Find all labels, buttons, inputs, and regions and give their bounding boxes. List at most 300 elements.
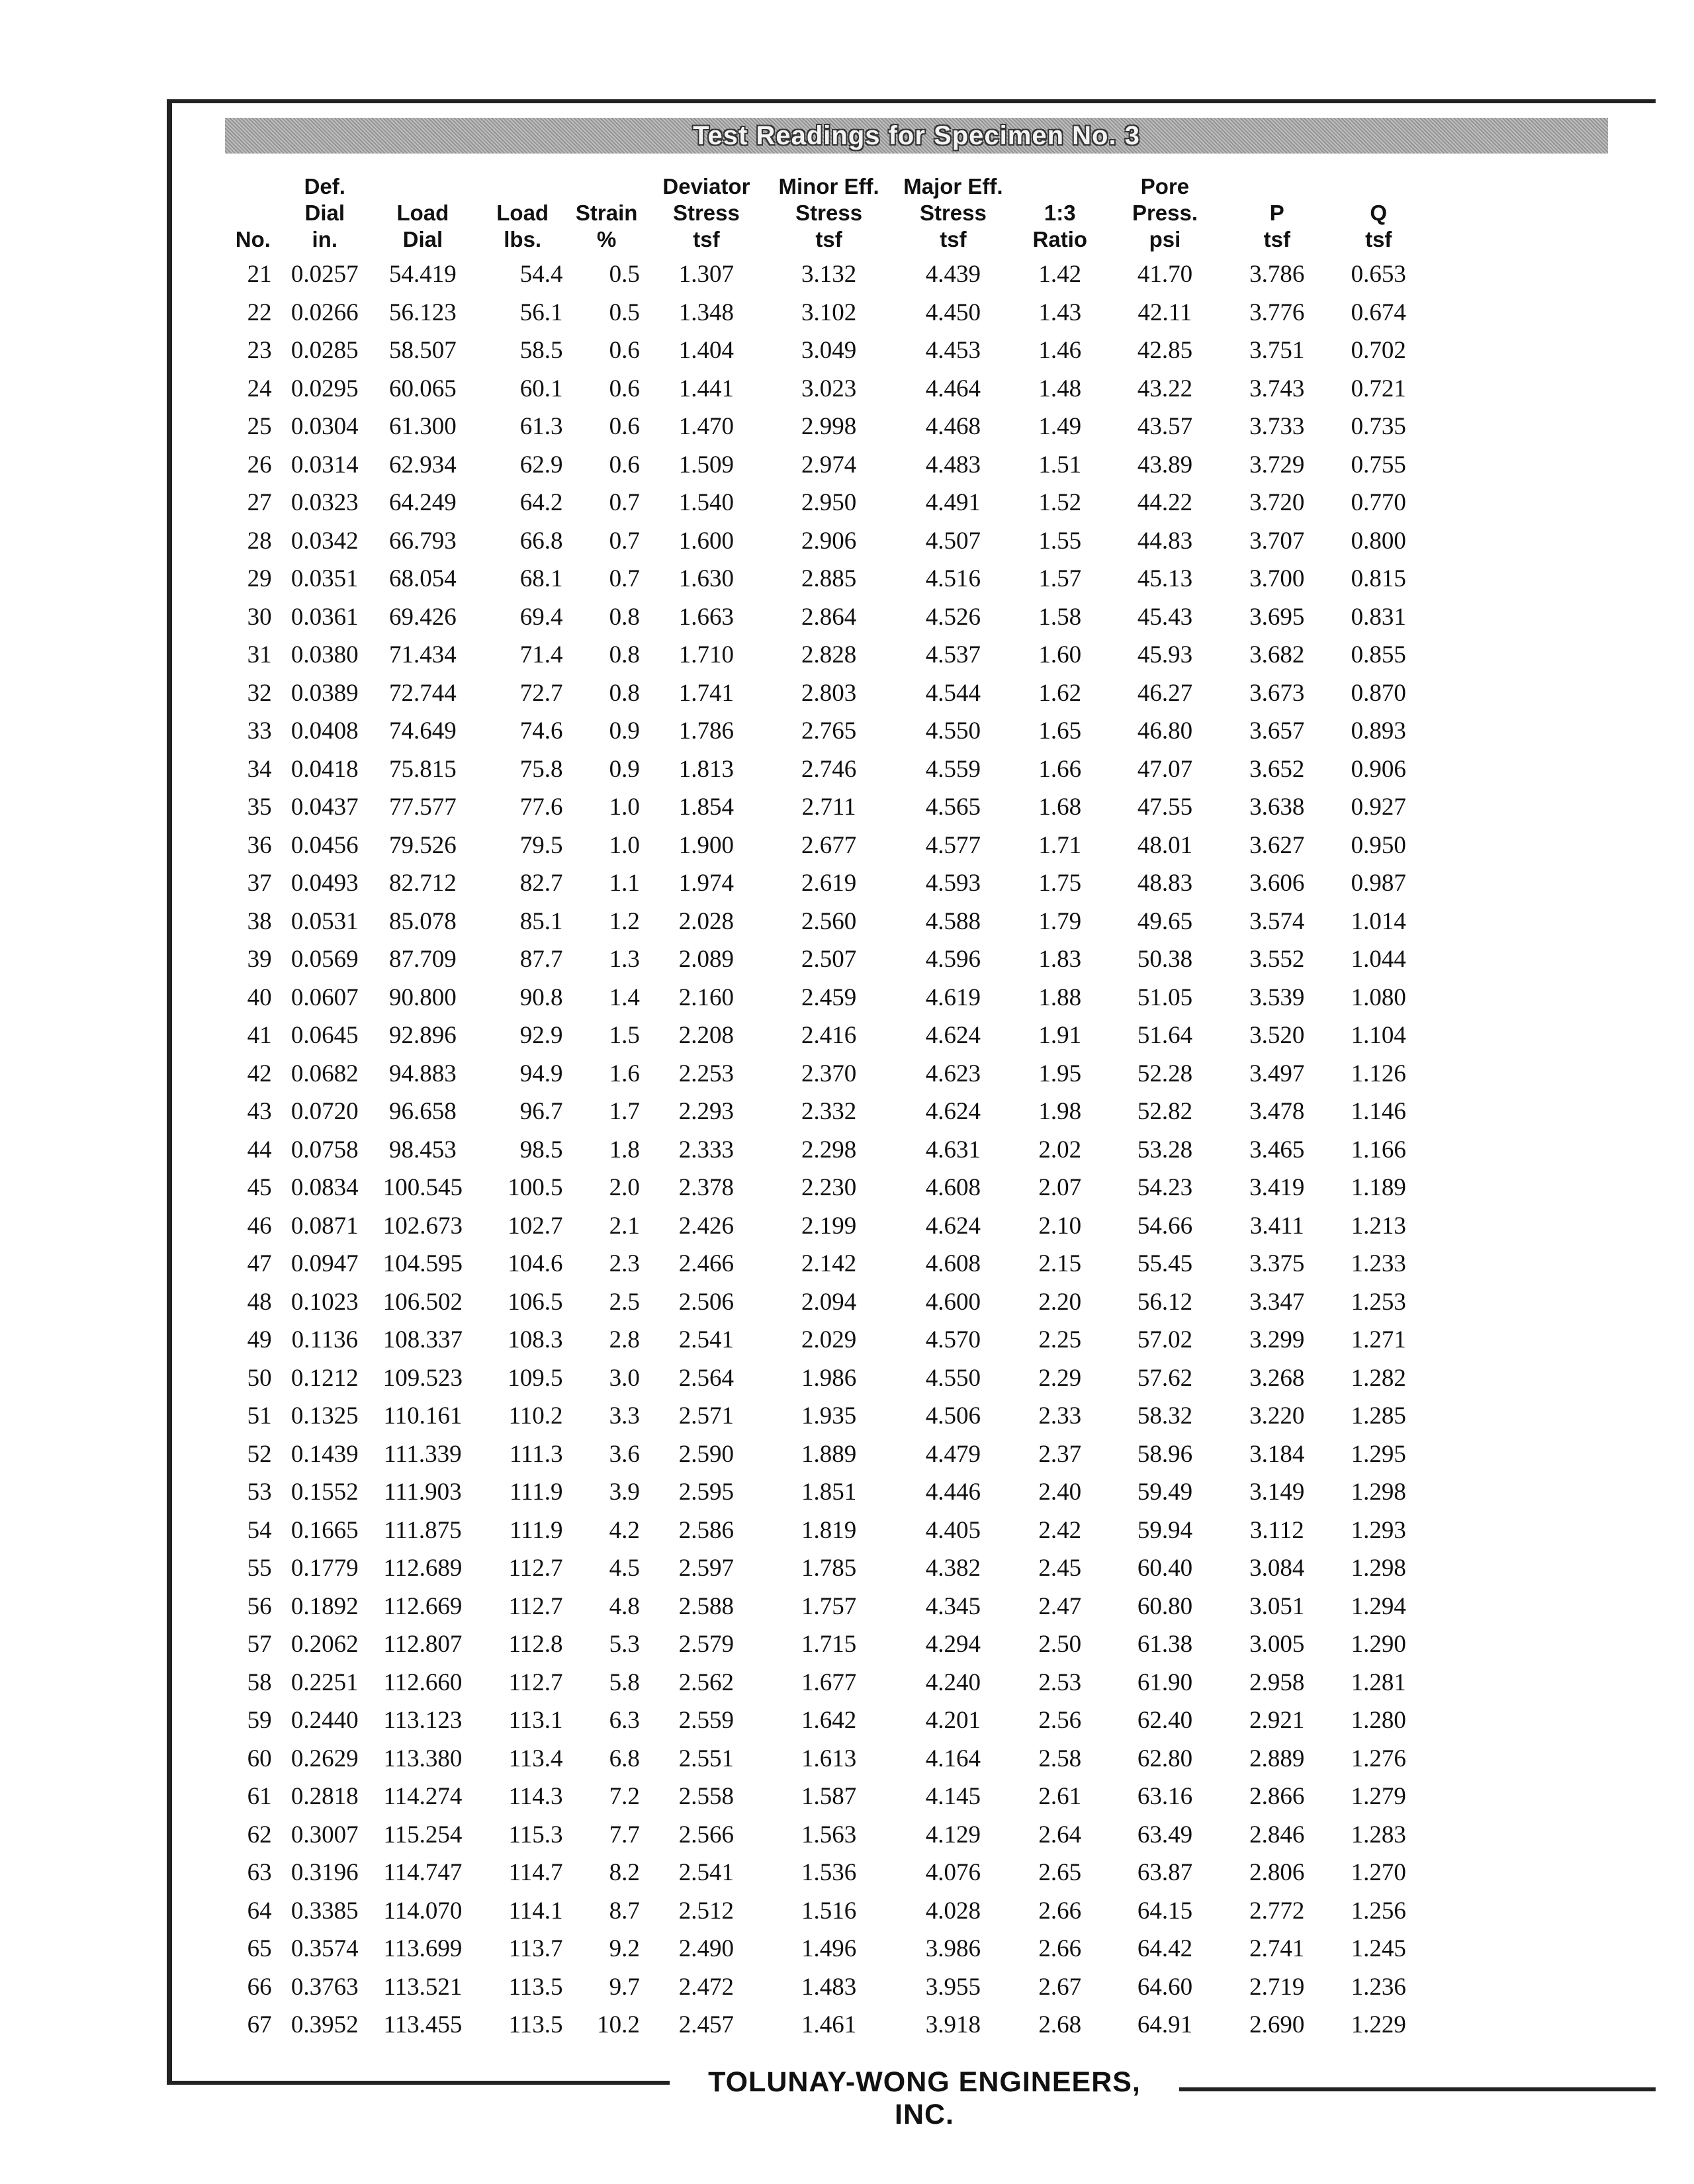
table-cell: 1.213: [1351, 1212, 1406, 1240]
table-cell: 1.2: [609, 907, 640, 935]
column-header-line: tsf: [940, 227, 967, 251]
table-cell: 82.712: [389, 870, 457, 897]
table-cell: 0.0531: [290, 907, 359, 935]
table-cell: 0.2251: [290, 1668, 359, 1696]
table-cell: 4.550: [925, 717, 981, 745]
readings-table: [225, 171, 1429, 2044]
table-cell: 52.82: [1137, 1098, 1193, 1126]
table-cell: 2.490: [678, 1935, 735, 1963]
table-cell: 108.337: [382, 1326, 463, 1354]
table-cell: 0.1325: [290, 1402, 359, 1430]
table-cell: 0.950: [1351, 831, 1406, 859]
table-cell: 45.13: [1137, 565, 1193, 593]
table-cell: 0.0569: [290, 946, 359, 974]
table-cell: 3.411: [1249, 1212, 1304, 1240]
table-cell: 4.294: [925, 1631, 981, 1659]
table-cell: 0.702: [1351, 337, 1406, 365]
table-cell: 1.935: [801, 1402, 857, 1430]
table-cell: 1.536: [801, 1859, 857, 1887]
table-cell: 62.9: [519, 451, 563, 478]
table-cell: 2.512: [678, 1897, 735, 1925]
table-cell: 46.80: [1137, 717, 1193, 745]
table-cell: 1.285: [1351, 1402, 1406, 1430]
table-cell: 2.559: [678, 1707, 735, 1735]
table-cell: 4.164: [925, 1745, 981, 1772]
table-cell: 94.9: [519, 1060, 563, 1087]
table-cell: 0.906: [1351, 755, 1406, 783]
table-cell: 0.0257: [290, 261, 359, 289]
table-cell: 39: [247, 946, 272, 974]
table-cell: 43.57: [1137, 413, 1193, 441]
table-cell: 4.8: [609, 1592, 640, 1620]
table-cell: 3.005: [1249, 1631, 1305, 1659]
column-header-line: %: [596, 227, 617, 251]
table-cell: 7.7: [609, 1821, 640, 1848]
table-cell: 0.8: [609, 603, 640, 631]
table-cell: 57.62: [1137, 1364, 1193, 1392]
table-cell: 3.786: [1249, 261, 1305, 289]
table-cell: 61: [247, 1783, 272, 1811]
table-cell: 1.496: [801, 1935, 857, 1963]
table-cell: 60.1: [519, 375, 563, 402]
column-header-line: Ratio: [1032, 227, 1088, 251]
table-cell: 3.478: [1249, 1098, 1305, 1126]
table-cell: 0.870: [1351, 679, 1406, 707]
table-cell: 2.506: [678, 1288, 735, 1316]
table-cell: 36: [247, 831, 272, 859]
table-cell: 1.55: [1038, 527, 1082, 555]
table-cell: 113.123: [383, 1707, 463, 1735]
footer-rule-right: [1179, 2087, 1656, 2091]
table-cell: 3.574: [1249, 907, 1305, 935]
table-cell: 42.11: [1137, 298, 1192, 326]
table-cell: 2.426: [678, 1212, 735, 1240]
table-row: [225, 1321, 1429, 1359]
table-cell: 2.566: [678, 1821, 735, 1848]
table-cell: 1.785: [801, 1555, 857, 1582]
table-cell: 4.624: [925, 1212, 981, 1240]
table-cell: 1.253: [1351, 1288, 1406, 1316]
table-cell: 2.07: [1038, 1174, 1082, 1202]
table-cell: 100.5: [508, 1174, 563, 1202]
table-row: [225, 1778, 1429, 1816]
table-row: [225, 788, 1429, 827]
table-cell: 2.25: [1038, 1326, 1082, 1354]
table-cell: 58.96: [1137, 1440, 1193, 1468]
table-cell: 90.8: [519, 983, 563, 1011]
table-cell: 2.457: [678, 2011, 735, 2039]
table-cell: 1.974: [678, 870, 735, 897]
table-cell: 1.281: [1351, 1668, 1406, 1696]
table-cell: 1.294: [1351, 1592, 1406, 1620]
table-cell: 1.483: [801, 1973, 857, 2001]
table-cell: 2.208: [678, 1022, 735, 1050]
table-cell: 4.076: [925, 1859, 981, 1887]
table-cell: 0.0720: [290, 1098, 359, 1126]
table-cell: 40: [247, 983, 272, 1011]
table-cell: 45.93: [1137, 641, 1193, 669]
table-cell: 7.2: [609, 1783, 640, 1811]
table-row: [225, 560, 1429, 598]
table-cell: 71.434: [389, 641, 457, 669]
table-cell: 50: [247, 1364, 272, 1392]
table-cell: 4.608: [925, 1250, 981, 1278]
table-cell: 1.404: [678, 337, 735, 365]
table-cell: 2.37: [1038, 1440, 1082, 1468]
table-cell: 2.230: [801, 1174, 857, 1202]
table-cell: 2.846: [1249, 1821, 1305, 1848]
table-cell: 4.544: [925, 679, 981, 707]
table-row: [225, 1664, 1429, 1702]
column-header: [890, 171, 1016, 255]
column-header-line: tsf: [1365, 227, 1392, 251]
table-cell: 74.649: [389, 717, 457, 745]
table-cell: 1.461: [801, 2011, 857, 2039]
table-cell: 0.7: [609, 565, 640, 593]
table-cell: 1.79: [1038, 907, 1082, 935]
table-cell: 4.624: [925, 1098, 981, 1126]
table-cell: 2.619: [801, 870, 857, 897]
table-cell: 1.786: [678, 717, 735, 745]
table-cell: 1.43: [1038, 298, 1082, 326]
table-cell: 63.16: [1137, 1783, 1193, 1811]
table-cell: 1.276: [1351, 1745, 1406, 1772]
table-cell: 30: [247, 603, 272, 631]
table-cell: 74.6: [519, 717, 563, 745]
table-row: [225, 1588, 1429, 1626]
table-cell: 2.746: [801, 755, 857, 783]
table-cell: 1.587: [801, 1783, 857, 1811]
column-header-line: tsf: [815, 227, 842, 251]
table-body: [225, 255, 1429, 2044]
table-cell: 2.56: [1038, 1707, 1082, 1735]
table-cell: 0.3574: [290, 1935, 359, 1963]
table-row: [225, 1359, 1429, 1398]
table-cell: 108.3: [508, 1326, 563, 1354]
table-cell: 2.66: [1038, 1935, 1082, 1963]
table-cell: 1.044: [1351, 946, 1406, 974]
table-cell: 26: [247, 451, 272, 478]
table-cell: 113.1: [508, 1707, 563, 1735]
table-cell: 2.719: [1249, 1973, 1305, 2001]
table-row: [225, 1549, 1429, 1588]
column-header: [768, 171, 890, 255]
table-cell: 4.631: [925, 1136, 981, 1163]
table-cell: 1.293: [1351, 1516, 1406, 1544]
table-cell: 42.85: [1137, 337, 1193, 365]
table-cell: 2.921: [1249, 1707, 1305, 1735]
table-cell: 0.770: [1351, 489, 1406, 517]
table-cell: 3.552: [1249, 946, 1305, 974]
table-cell: 0.1439: [290, 1440, 359, 1468]
table-cell: 1.236: [1351, 1973, 1406, 2001]
table-cell: 4.516: [925, 565, 981, 593]
table-cell: 3.184: [1249, 1440, 1305, 1468]
column-header: [645, 171, 768, 255]
table-cell: 2.094: [801, 1288, 857, 1316]
table-cell: 3.733: [1249, 413, 1305, 441]
table-cell: 104.6: [508, 1250, 563, 1278]
table-cell: 9.7: [609, 1973, 640, 2001]
table-cell: 0.0758: [290, 1136, 359, 1163]
table-cell: 110.161: [383, 1402, 463, 1430]
table-cell: 0.1552: [290, 1479, 359, 1506]
column-header-line: Strain: [575, 201, 638, 225]
table-cell: 64.2: [519, 489, 563, 517]
table-cell: 104.595: [382, 1250, 463, 1278]
table-cell: 22: [247, 298, 272, 326]
table-cell: 47.07: [1137, 755, 1193, 783]
table-cell: 1.663: [678, 603, 735, 631]
table-cell: 2.029: [801, 1326, 857, 1354]
column-header: [477, 171, 568, 255]
table-cell: 1.83: [1038, 946, 1082, 974]
table-cell: 1.080: [1351, 983, 1406, 1011]
table-cell: 75.815: [389, 755, 457, 783]
table-cell: 0.0323: [290, 489, 359, 517]
table-cell: 0.3763: [290, 1973, 359, 2001]
table-row: [225, 940, 1429, 979]
table-cell: 1.270: [1351, 1859, 1406, 1887]
column-header-line: in.: [312, 227, 338, 251]
table-cell: 2.45: [1038, 1555, 1082, 1582]
table-cell: 62.80: [1137, 1745, 1193, 1772]
column-header-line: Stress: [919, 201, 987, 225]
table-cell: 49: [247, 1326, 272, 1354]
table-cell: 0.893: [1351, 717, 1406, 745]
table-cell: 3.149: [1249, 1479, 1305, 1506]
table-cell: 1.3: [609, 946, 640, 974]
table-cell: 54.23: [1137, 1174, 1193, 1202]
table-cell: 0.6: [609, 451, 640, 478]
table-cell: 1.5: [609, 1022, 640, 1050]
table-cell: 2.298: [801, 1136, 857, 1163]
table-cell: 54.66: [1137, 1212, 1193, 1240]
table-cell: 0.721: [1351, 375, 1406, 402]
table-row: [225, 522, 1429, 561]
table-cell: 0.9: [609, 717, 640, 745]
table-cell: 2.562: [678, 1668, 735, 1696]
table-cell: 1.900: [678, 831, 735, 859]
column-header-line: Minor Eff.: [778, 174, 879, 199]
table-cell: 8.2: [609, 1859, 640, 1887]
table-cell: 0.3385: [290, 1897, 359, 1925]
table-cell: 8.7: [609, 1897, 640, 1925]
table-cell: 2.378: [678, 1174, 735, 1202]
table-cell: 4.507: [925, 527, 981, 555]
table-cell: 1.91: [1038, 1022, 1082, 1050]
table-row: [225, 674, 1429, 713]
table-cell: 41.70: [1137, 261, 1193, 289]
table-cell: 5.8: [609, 1668, 640, 1696]
table-cell: 0.0380: [290, 641, 359, 669]
table-cell: 113.521: [383, 1973, 463, 2001]
table-cell: 0.0834: [290, 1174, 359, 1202]
table-cell: 2.33: [1038, 1402, 1082, 1430]
table-cell: 1.279: [1351, 1783, 1406, 1811]
table-cell: 64.249: [389, 489, 457, 517]
table-cell: 3.638: [1249, 794, 1305, 821]
table-row: [225, 408, 1429, 446]
table-row: [225, 903, 1429, 941]
table-row: [225, 484, 1429, 522]
table-cell: 113.5: [508, 1973, 563, 2001]
table-cell: 112.689: [383, 1555, 463, 1582]
table-cell: 85.1: [519, 907, 563, 935]
table-cell: 56.12: [1137, 1288, 1193, 1316]
table-cell: 2.885: [801, 565, 857, 593]
table-cell: 2.588: [678, 1592, 735, 1620]
table-cell: 66: [247, 1973, 272, 2001]
table-header-row: [225, 171, 1429, 255]
table-cell: 1.741: [678, 679, 735, 707]
table-cell: 1.677: [801, 1668, 857, 1696]
column-header: [281, 171, 369, 255]
table-cell: 0.0493: [290, 870, 359, 897]
table-cell: 1.88: [1038, 983, 1082, 1011]
table-row: [225, 1930, 1429, 1968]
table-cell: 44.83: [1137, 527, 1193, 555]
table-cell: 1.307: [678, 261, 735, 289]
table-cell: 60.065: [389, 375, 457, 402]
frame-top-border: [167, 99, 1656, 103]
table-cell: 114.7: [508, 1859, 563, 1887]
table-row: [225, 1169, 1429, 1207]
table-cell: 3.729: [1249, 451, 1305, 478]
table-cell: 113.5: [508, 2011, 563, 2039]
table-cell: 1.7: [609, 1098, 640, 1126]
table-cell: 2.864: [801, 603, 857, 631]
table-cell: 54.4: [519, 261, 563, 289]
table-cell: 56.1: [519, 298, 563, 326]
table-cell: 10.2: [597, 2011, 640, 2039]
table-cell: 0.0285: [290, 337, 359, 365]
table-cell: 2.677: [801, 831, 857, 859]
table-cell: 4.526: [925, 603, 981, 631]
frame-left-border: [167, 99, 172, 2084]
table-cell: 43.89: [1137, 451, 1193, 478]
table-cell: 1.540: [678, 489, 735, 517]
table-cell: 0.0607: [290, 983, 359, 1011]
table-cell: 3.986: [925, 1935, 981, 1963]
table-cell: 1.613: [801, 1745, 857, 1772]
column-header-line: Press.: [1132, 201, 1198, 225]
table-cell: 1.58: [1038, 603, 1082, 631]
table-cell: 0.0437: [290, 794, 359, 821]
table-cell: 56.123: [389, 298, 457, 326]
table-cell: 2.472: [678, 1973, 735, 2001]
table-cell: 0.1779: [290, 1555, 359, 1582]
table-cell: 2.765: [801, 717, 857, 745]
table-cell: 2.828: [801, 641, 857, 669]
table-cell: 3.652: [1249, 755, 1305, 783]
table-cell: 61.300: [389, 413, 457, 441]
table-cell: 1.813: [678, 755, 735, 783]
table-cell: 2.160: [678, 983, 735, 1011]
table-cell: 64: [247, 1897, 272, 1925]
table-cell: 0.7: [609, 489, 640, 517]
table-cell: 2.507: [801, 946, 857, 974]
table-cell: 3.102: [801, 298, 857, 326]
table-cell: 3.084: [1249, 1555, 1305, 1582]
table-cell: 3.268: [1249, 1364, 1305, 1392]
column-header-line: P: [1269, 201, 1284, 225]
table-row: [225, 1017, 1429, 1055]
table-row: [225, 1207, 1429, 1246]
table-cell: 1.889: [801, 1440, 857, 1468]
table-cell: 113.455: [383, 2011, 463, 2039]
table-cell: 4.405: [925, 1516, 981, 1544]
table-row: [225, 636, 1429, 674]
table-cell: 1.6: [609, 1060, 640, 1087]
table-cell: 4.608: [925, 1174, 981, 1202]
table-cell: 1.642: [801, 1707, 857, 1735]
column-header: [1016, 171, 1104, 255]
column-header-line: Pore: [1140, 174, 1190, 199]
table-cell: 4.565: [925, 794, 981, 821]
table-cell: 23: [247, 337, 272, 365]
table-cell: 2.560: [801, 907, 857, 935]
table-cell: 1.1: [609, 870, 640, 897]
table-cell: 5.3: [609, 1631, 640, 1659]
column-header-line: Q: [1370, 201, 1388, 225]
table-cell: 1.516: [801, 1897, 857, 1925]
table-cell: 64.60: [1137, 1973, 1193, 2001]
table-cell: 3.049: [801, 337, 857, 365]
table-cell: 3.023: [801, 375, 857, 402]
table-cell: 3.627: [1249, 831, 1305, 859]
table-cell: 1.563: [801, 1821, 857, 1848]
table-cell: 2.958: [1249, 1668, 1305, 1696]
table-cell: 1.470: [678, 413, 735, 441]
page-title: Test Readings for Specimen No. 3: [693, 120, 1140, 150]
table-cell: 82.7: [519, 870, 563, 897]
table-cell: 2.595: [678, 1479, 735, 1506]
table-cell: 2.866: [1249, 1783, 1305, 1811]
table-cell: 87.7: [519, 946, 563, 974]
table-cell: 61.3: [519, 413, 563, 441]
column-header-line: lbs.: [504, 227, 542, 251]
table-cell: 109.5: [508, 1364, 563, 1392]
table-row: [225, 1131, 1429, 1169]
table-cell: 4.577: [925, 831, 981, 859]
table-cell: 1.65: [1038, 717, 1082, 745]
table-cell: 3.419: [1249, 1174, 1305, 1202]
table-cell: 2.741: [1249, 1935, 1305, 1963]
table-cell: 63.49: [1137, 1821, 1193, 1848]
table-cell: 1.0: [609, 794, 640, 821]
table-row: [225, 712, 1429, 751]
table-cell: 45: [247, 1174, 272, 1202]
table-cell: 0.0418: [290, 755, 359, 783]
table-cell: 6.3: [609, 1707, 640, 1735]
table-cell: 2.3: [609, 1250, 640, 1278]
table-cell: 2.466: [678, 1250, 735, 1278]
table-cell: 1.62: [1038, 679, 1082, 707]
table-cell: 3.3: [609, 1402, 640, 1430]
table-cell: 1.298: [1351, 1555, 1406, 1582]
table-cell: 0.6: [609, 337, 640, 365]
table-cell: 4.483: [925, 451, 981, 478]
table-cell: 64.91: [1137, 2011, 1193, 2039]
table-cell: 51.64: [1137, 1022, 1193, 1050]
table-cell: 3.751: [1249, 337, 1305, 365]
table-cell: 3.0: [609, 1364, 640, 1392]
table-cell: 38: [247, 907, 272, 935]
table-row: [225, 332, 1429, 370]
table-cell: 1.51: [1038, 451, 1082, 478]
table-cell: 0.0295: [290, 375, 359, 402]
